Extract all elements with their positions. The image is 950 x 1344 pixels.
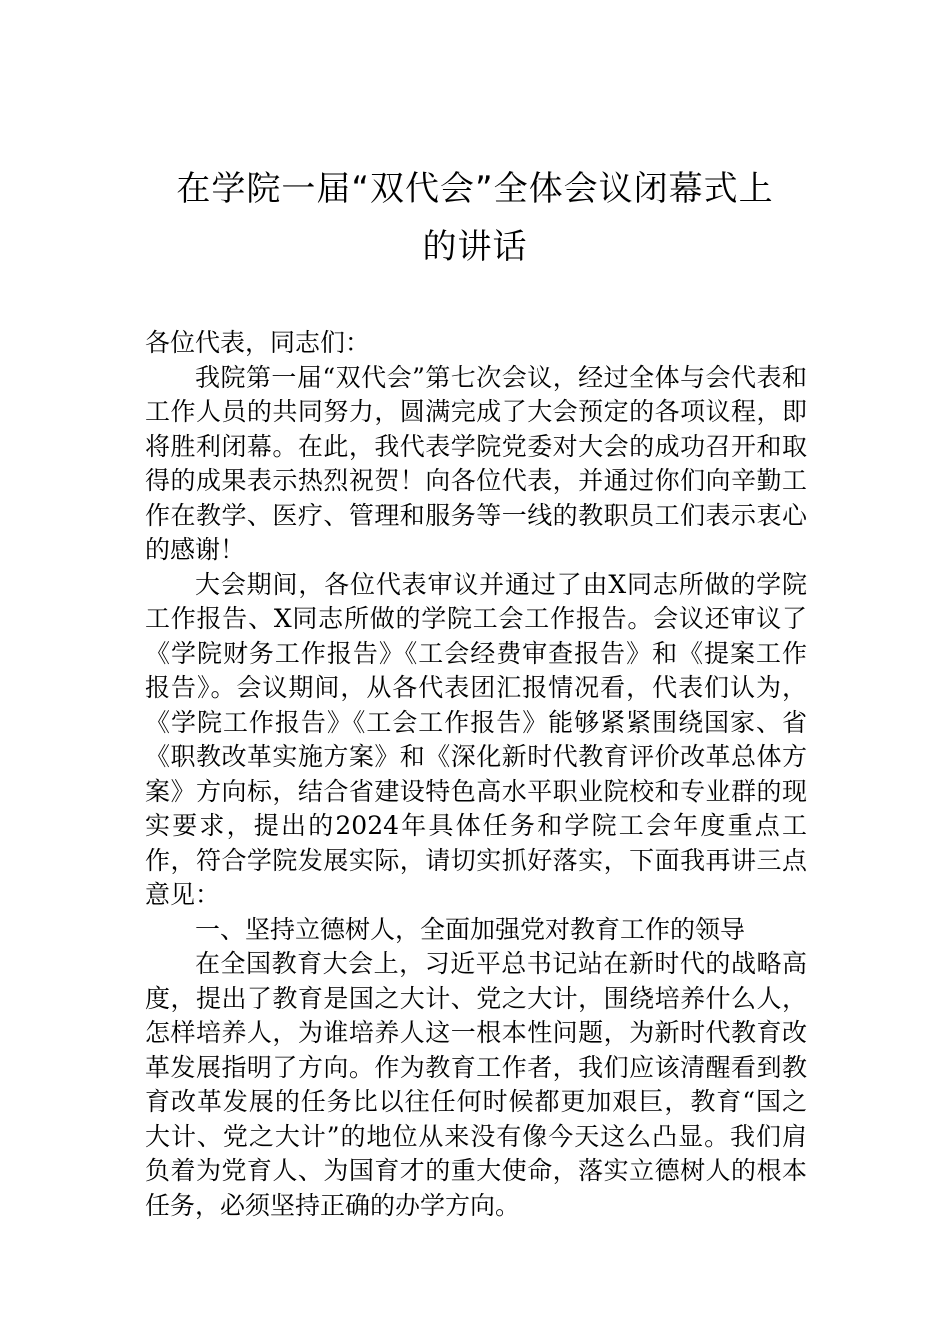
paragraph-review: 大会期间，各位代表审议并通过了由X同志所做的学院工作报告、X同志所做的学院工会工作报告。会议还审议了《学院财务工作报告》《工会经费审查报告》和《提案工作报告》。会议期间，从各代表团汇报情况看，代表们认为，《学院工作报告》《工会工作报告》能够紧紧围绕国家、省《职教改革实施方案》和《深化新时代教育评价改革总体方案》方向标，结合省建设特色高水平职业院校和专业群的现实要求，提出的2024年具体任务和学院工会年度重点工作，符合学院发展实际，请切实抓好落实，下面我再讲三点意见：	[145, 569, 807, 909]
salutation: 各位代表，同志们：	[145, 328, 371, 357]
document-body	[145, 326, 807, 1223]
title-line-1: 在学院一届“双代会”全体会议闭幕式上	[176, 169, 774, 209]
document-title	[140, 160, 810, 276]
title-line-2: 的讲话	[422, 227, 528, 267]
section-paragraph: 在全国教育大会上，习近平总书记站在新时代的战略高度，提出了教育是国之大计、党之大计，围绕培养什么人，怎样培养人，为谁培养人这一根本性问题，为新时代教育改革发展指明了方向。作为教育工作者，我们应该清醒看到教育改革发展的任务比以往任何时候都更加艰巨，教育“国之大计、党之大计”的地位从来没有像今天这么凸显。我们肩负着为党育人、为国育才的重大使命，落实立德树人的根本任务，必须坚持正确的办学方向。	[145, 949, 807, 1220]
paragraph-opening: 我院第一届“双代会”第七次会议，经过全体与会代表和工作人员的共同努力，圆满完成了大会预定的各项议程，即将胜利闭幕。在此，我代表学院党委对大会的成功召开和取得的成果表示热烈祝贺！向各位代表，并通过你们向辛勤工作在教学、医疗、管理和服务等一线的教职员工们表示衷心的感谢！	[145, 362, 807, 564]
section-heading: 一、坚持立德树人，全面加强党对教育工作的领导	[195, 914, 746, 944]
